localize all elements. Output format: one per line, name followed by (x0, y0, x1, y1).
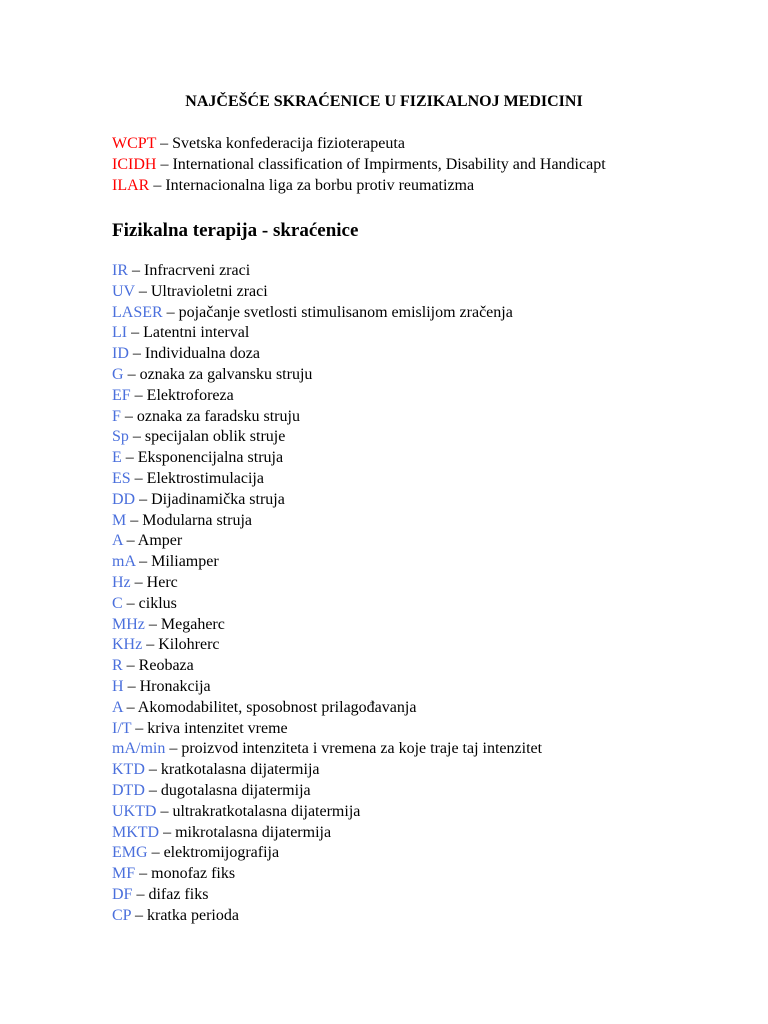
abbreviation-separator: – (130, 906, 147, 924)
abbreviation-definition: kratkotalasna dijatermija (160, 761, 320, 779)
abbreviation-term: MKTD (112, 823, 160, 841)
abbreviation-separator: – (130, 573, 147, 591)
abbreviation-definition: specijalan oblik struje (144, 428, 286, 446)
abbreviation-term: H (112, 677, 124, 695)
abbreviation-separator: – (165, 740, 182, 758)
abbreviation-separator: – (128, 345, 145, 363)
organization-item (112, 175, 606, 196)
abbreviation-separator: – (144, 761, 161, 779)
abbreviation-item (112, 552, 542, 573)
abbreviation-definition: Elektrostimulacija (146, 469, 264, 487)
abbreviation-term: ES (112, 469, 131, 487)
abbreviation-definition: dugotalasna dijatermija (160, 781, 311, 799)
abbreviation-definition: Elektroforeza (146, 386, 234, 404)
abbreviation-item (112, 594, 542, 615)
abbreviation-separator: – (123, 365, 140, 383)
abbreviation-separator: – (131, 719, 148, 737)
abbreviation-term: WCPT (112, 135, 157, 152)
abbreviation-definition: Internacionalna liga za borbu protiv reumatizma (165, 177, 475, 194)
abbreviation-separator: – (128, 428, 145, 446)
abbreviation-definition: Individualna doza (144, 345, 260, 363)
abbreviation-term: IR (112, 262, 128, 279)
abbreviation-separator: – (142, 636, 159, 654)
abbreviation-separator: – (156, 135, 173, 152)
abbreviation-term: MF (112, 865, 136, 883)
abbreviation-item (112, 282, 542, 303)
abbreviation-definition: elektromijografija (163, 844, 280, 862)
abbreviation-separator: – (127, 324, 144, 342)
abbreviation-separator: – (130, 469, 147, 487)
abbreviation-item (112, 407, 542, 428)
abbreviation-separator: – (159, 823, 176, 841)
abbreviation-term: I/T (112, 719, 132, 737)
abbreviation-item (112, 365, 542, 386)
abbreviation-separator: – (135, 865, 152, 883)
abbreviation-definition: Amper (137, 532, 183, 550)
abbreviation-item (112, 802, 542, 823)
abbreviation-definition: Modularna struja (142, 511, 252, 529)
abbreviation-definition: pojačanje svetlosti stimulisanom emislijom zračenja (178, 303, 513, 321)
abbreviation-separator: – (122, 594, 139, 612)
organization-list (112, 133, 606, 196)
abbreviation-term: KTD (112, 761, 145, 779)
abbreviation-item (112, 427, 542, 448)
abbreviation-definition: proizvod intenziteta i vremena za koje traje taj intenzitet (181, 740, 543, 758)
abbreviation-separator: – (132, 885, 149, 903)
abbreviation-term: KHz (112, 636, 143, 654)
abbreviation-definition: Dijadinamička struja (151, 490, 285, 508)
abbreviation-separator: – (135, 490, 152, 508)
organization-item (112, 154, 606, 175)
abbreviation-item (112, 781, 542, 802)
abbreviation-separator: – (144, 781, 161, 799)
abbreviation-term: Sp (112, 428, 129, 446)
abbreviation-term: A (112, 698, 123, 716)
abbreviation-separator: – (122, 532, 138, 550)
abbreviation-separator: – (134, 282, 151, 300)
abbreviation-definition: Infracrveni zraci (144, 262, 251, 279)
abbreviation-item (112, 490, 542, 511)
abbreviation-separator: – (126, 511, 143, 529)
abbreviation-definition: Hronakcija (139, 677, 211, 695)
abbreviation-term: A (112, 532, 123, 550)
abbreviation-term: EMG (112, 844, 148, 862)
abbreviation-definition: difaz fiks (148, 885, 209, 903)
abbreviation-term: mA (112, 553, 136, 571)
abbreviation-separator: – (122, 657, 139, 675)
abbreviation-term: CP (112, 906, 131, 924)
abbreviation-item (112, 906, 542, 927)
abbreviation-separator: – (120, 407, 137, 425)
abbreviation-term: E (112, 449, 122, 467)
abbreviation-separator: – (123, 677, 140, 695)
abbreviation-item (112, 823, 542, 844)
abbreviation-separator: – (130, 386, 147, 404)
abbreviation-definition: oznaka za galvansku struju (139, 365, 313, 383)
abbreviation-definition: Ultravioletni zraci (150, 282, 268, 300)
organization-item (112, 133, 606, 154)
abbreviation-definition: Herc (146, 573, 178, 591)
abbreviation-term: LASER (112, 303, 163, 321)
abbreviation-separator: – (147, 844, 164, 862)
abbreviation-definition: mikrotalasna dijatermija (175, 823, 332, 841)
abbreviation-term: UV (112, 282, 135, 300)
abbreviation-definition: ciklus (138, 594, 177, 612)
abbreviation-separator: – (156, 802, 173, 820)
abbreviation-term: ID (112, 345, 129, 363)
abbreviation-list (112, 261, 542, 927)
abbreviation-definition: Megaherc (160, 615, 225, 633)
abbreviation-item (112, 760, 542, 781)
abbreviation-item (112, 344, 542, 365)
abbreviation-definition: Kilohrerc (158, 636, 220, 654)
abbreviation-item (112, 323, 542, 344)
abbreviation-item (112, 656, 542, 677)
abbreviation-term: DD (112, 490, 136, 508)
abbreviation-definition: Reobaza (138, 657, 194, 675)
section-heading: Fizikalna terapija - skraćenice (112, 220, 359, 241)
abbreviation-term: R (112, 657, 123, 675)
abbreviation-item (112, 469, 542, 490)
abbreviation-separator: – (121, 449, 138, 467)
abbreviation-item (112, 739, 542, 760)
abbreviation-definition: monofaz fiks (151, 865, 236, 883)
abbreviation-item (112, 719, 542, 740)
abbreviation-definition: Svetska konfederacija fizioterapeuta (172, 135, 405, 152)
abbreviation-term: DF (112, 885, 133, 903)
abbreviation-item (112, 677, 542, 698)
abbreviation-term: ICIDH (112, 156, 157, 173)
abbreviation-item (112, 864, 542, 885)
abbreviation-separator: – (135, 553, 152, 571)
abbreviation-definition: kratka perioda (146, 906, 239, 924)
abbreviation-definition: ultrakratkotalasna dijatermija (172, 802, 361, 820)
abbreviation-definition: Akomodabilitet, sposobnost prilagođavanja (137, 698, 417, 716)
abbreviation-definition: oznaka za faradsku struju (136, 407, 300, 425)
abbreviation-definition: Miliamper (151, 553, 219, 571)
abbreviation-separator: – (162, 303, 179, 321)
abbreviation-definition: Latentni interval (143, 324, 250, 342)
abbreviation-term: DTD (112, 781, 145, 799)
abbreviation-term: G (112, 365, 124, 383)
abbreviation-separator: – (144, 615, 161, 633)
abbreviation-item (112, 261, 542, 282)
abbreviation-item (112, 511, 542, 532)
abbreviation-term: C (112, 594, 123, 612)
abbreviation-separator: – (122, 698, 138, 716)
abbreviation-term: Hz (112, 573, 131, 591)
abbreviation-term: F (112, 407, 121, 425)
abbreviation-term: ILAR (112, 177, 150, 194)
document-title: NAJČEŠĆE SKRAĆENICE U FIZIKALNOJ MEDICINI (185, 93, 583, 110)
abbreviation-term: mA/min (112, 740, 166, 758)
abbreviation-term: M (112, 511, 127, 529)
abbreviation-term: MHz (112, 615, 145, 633)
abbreviation-item (112, 885, 542, 906)
abbreviation-term: EF (112, 386, 131, 404)
abbreviation-definition: Eksponencijalna struja (137, 449, 284, 467)
abbreviation-item (112, 843, 542, 864)
abbreviation-definition: kriva intenzitet vreme (147, 719, 288, 737)
abbreviation-item (112, 531, 542, 552)
abbreviation-item (112, 698, 542, 719)
abbreviation-term: UKTD (112, 802, 157, 820)
abbreviation-item (112, 573, 542, 594)
abbreviation-item (112, 448, 542, 469)
abbreviation-item (112, 303, 542, 324)
abbreviation-separator: – (149, 177, 166, 194)
abbreviation-item (112, 386, 542, 407)
abbreviation-item (112, 635, 542, 656)
abbreviation-separator: – (128, 262, 144, 279)
abbreviation-definition: International classification of Impirments, Disability and Handicapt (172, 156, 606, 173)
abbreviation-term: LI (112, 324, 128, 342)
abbreviation-item (112, 615, 542, 636)
abbreviation-separator: – (156, 156, 173, 173)
